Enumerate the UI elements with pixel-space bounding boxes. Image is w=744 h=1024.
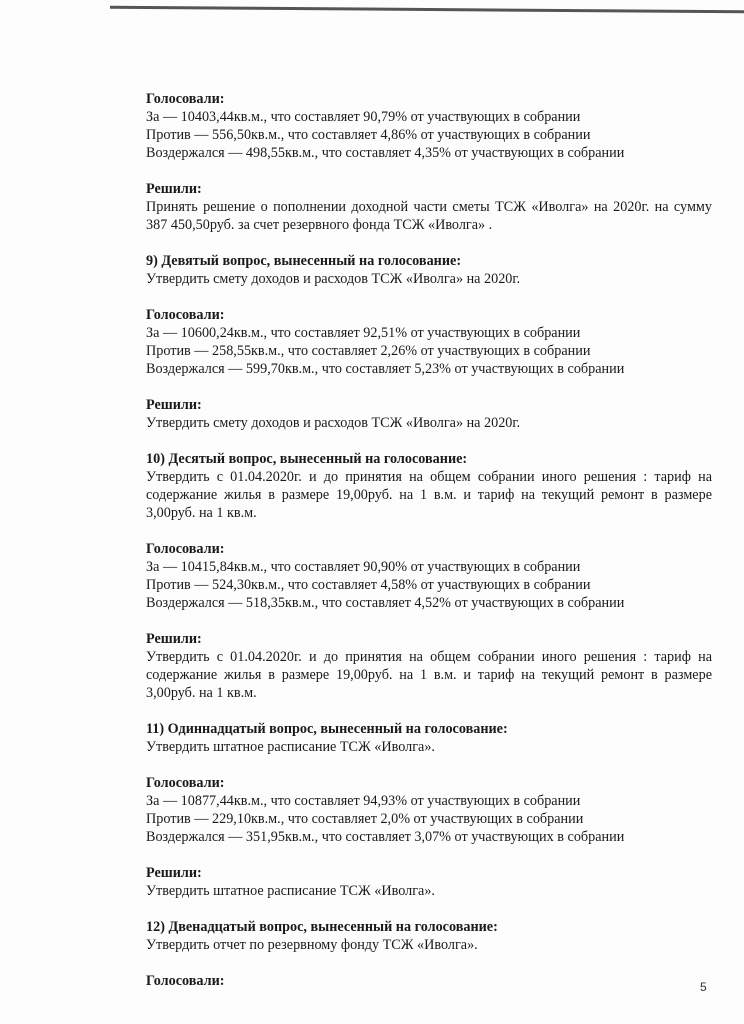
q9-vote-against: Против — 258,55кв.м., что составляет 2,26% от участвующих в собрании <box>146 343 591 359</box>
q12-voted-block <box>146 972 712 990</box>
q9-decided-heading: Решили: <box>146 397 202 413</box>
q12-heading: 12) Двенадцатый вопрос, вынесенный на голосование: <box>146 919 498 935</box>
q11-vote-against: Против — 229,10кв.м., что составляет 2,0% от участвующих в собрании <box>146 811 584 827</box>
q11-voted-heading: Голосовали: <box>146 775 225 791</box>
q8-vote-against: Против — 556,50кв.м., что составляет 4,86% от участвующих в собрании <box>146 127 591 143</box>
q11-decided-block <box>146 864 712 900</box>
q11-text: Утвердить штатное расписание ТСЖ «Иволга». <box>146 739 435 755</box>
q8-voted-heading: Голосовали: <box>146 91 225 107</box>
q11-vote-for: За — 10877,44кв.м., что составляет 94,93% от участвующих в собрании <box>146 793 581 809</box>
q10-question-block <box>146 450 712 522</box>
q9-voted-heading: Голосовали: <box>146 307 225 323</box>
q10-heading: 10) Десятый вопрос, вынесенный на голосование: <box>146 451 468 467</box>
q10-voted-heading: Голосовали: <box>146 541 225 557</box>
q8-vote-abstain: Воздержался — 498,55кв.м., что составляет 4,35% от участвующих в собрании <box>146 145 625 161</box>
q9-heading: 9) Девятый вопрос, вынесенный на голосование: <box>146 253 462 269</box>
q11-decided-heading: Решили: <box>146 865 202 881</box>
q10-vote-against: Против — 524,30кв.м., что составляет 4,58% от участвующих в собрании <box>146 577 591 593</box>
q9-decided-block <box>146 396 712 432</box>
q10-decided-heading: Решили: <box>146 631 202 647</box>
q12-text: Утвердить отчет по резервному фонду ТСЖ «Иволга». <box>146 937 478 953</box>
scan-top-edge <box>110 6 744 13</box>
q11-decided-text: Утвердить штатное расписание ТСЖ «Иволга». <box>146 883 435 899</box>
q9-question-block <box>146 252 712 288</box>
q8-voted-block <box>146 90 712 162</box>
q8-decided-block <box>146 180 712 234</box>
q10-vote-abstain: Воздержался — 518,35кв.м., что составляет 4,52% от участвующих в собрании <box>146 595 625 611</box>
q10-voted-block <box>146 540 712 612</box>
q11-question-block <box>146 720 712 756</box>
q10-decided-text: Утвердить с 01.04.2020г. и до принятия на общем собрании иного решения : тариф на содержание жилья в размере 19,00руб. на 1 в.м. и тариф на текущий ремонт в размере 3,00руб. на 1 кв.м. <box>146 649 712 701</box>
q9-decided-text: Утвердить смету доходов и расходов ТСЖ «Иволга» на 2020г. <box>146 415 521 431</box>
q9-text: Утвердить смету доходов и расходов ТСЖ «Иволга» на 2020г. <box>146 271 521 287</box>
q9-vote-for: За — 10600,24кв.м., что составляет 92,51% от участвующих в собрании <box>146 325 581 341</box>
q10-text: Утвердить с 01.04.2020г. и до принятия на общем собрании иного решения : тариф на содержание жилья в размере 19,00руб. на 1 в.м. и тариф на текущий ремонт в размере 3,00руб. на 1 кв.м. <box>146 469 712 521</box>
page-number: 5 <box>700 980 707 994</box>
q10-vote-for: За — 10415,84кв.м., что составляет 90,90% от участвующих в собрании <box>146 559 581 575</box>
q8-vote-for: За — 10403,44кв.м., что составляет 90,79% от участвующих в собрании <box>146 109 581 125</box>
q9-vote-abstain: Воздержался — 599,70кв.м., что составляет 5,23% от участвующих в собрании <box>146 361 625 377</box>
q8-decided-text: Принять решение о пополнении доходной части сметы ТСЖ «Иволга» на 2020г. на сумму 387 450,50руб. за счет резервного фонда ТСЖ «Иволга» . <box>146 199 712 233</box>
q11-voted-block <box>146 774 712 846</box>
q12-voted-heading: Голосовали: <box>146 973 225 989</box>
document-body <box>146 90 712 1008</box>
q11-vote-abstain: Воздержался — 351,95кв.м., что составляет 3,07% от участвующих в собрании <box>146 829 625 845</box>
q12-question-block <box>146 918 712 954</box>
q10-decided-block <box>146 630 712 702</box>
q11-heading: 11) Одиннадцатый вопрос, вынесенный на голосование: <box>146 721 508 737</box>
q8-decided-heading: Решили: <box>146 181 202 197</box>
q9-voted-block <box>146 306 712 378</box>
